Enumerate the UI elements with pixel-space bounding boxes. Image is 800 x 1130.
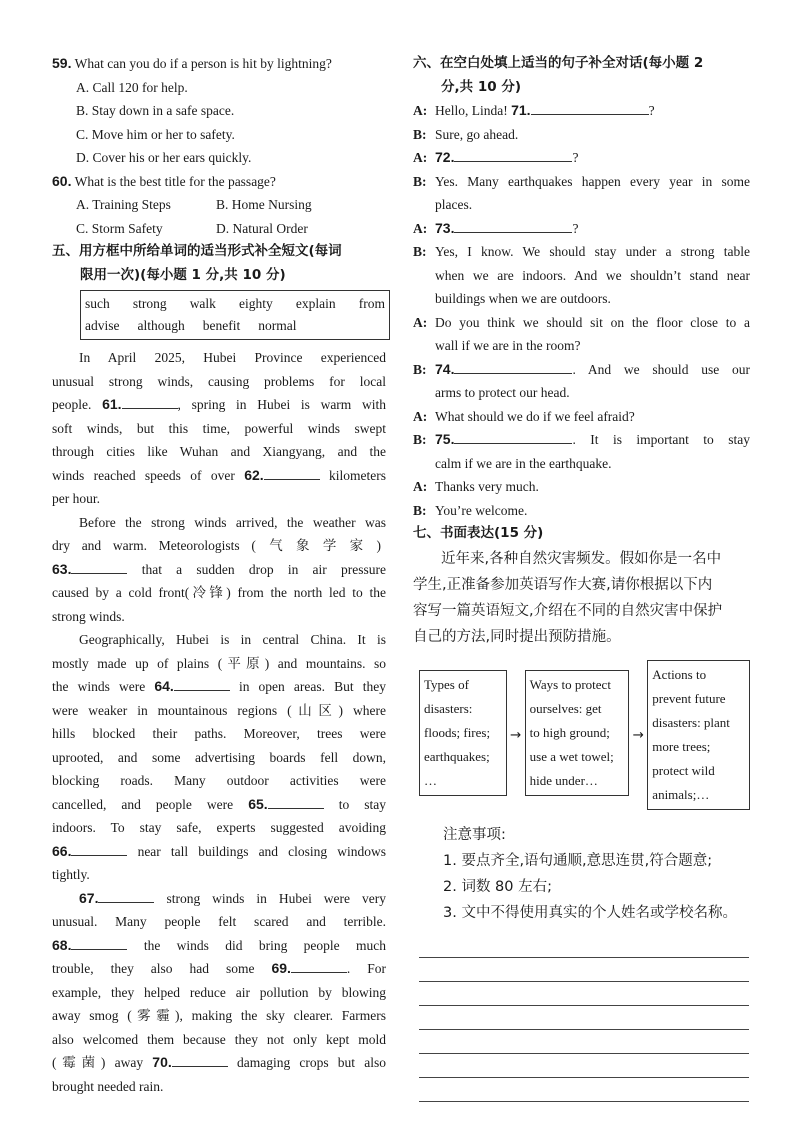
blank-73[interactable] — [454, 218, 572, 233]
note-item: 1. 要点齐全,语句通顺,意思连贯,符合题意; — [443, 852, 713, 869]
dialogue-line: places. — [435, 197, 473, 212]
left-column — [52, 52, 386, 1098]
passage-line: unusual. Many people felt scared and terrible. — [52, 914, 386, 929]
question-59 — [52, 52, 386, 76]
prompt-line: 学生,正准备参加英语写作大赛,请你根据以下内 — [413, 576, 713, 593]
writing-line[interactable] — [419, 1006, 749, 1030]
option[interactable]: D. Cover his or her ears quickly. — [76, 150, 252, 165]
writing-line[interactable] — [419, 1030, 749, 1054]
passage-line: caused by a cold front(冷锋) from the north led to the — [52, 585, 386, 600]
writing-line[interactable] — [419, 1054, 749, 1078]
passage-line: blocking roads. Many outdoor activities were — [52, 773, 386, 788]
prompt-line: 自己的方法,同时提出预防措施。 — [413, 628, 621, 645]
passage-line: strong winds. — [52, 608, 125, 624]
dialogue-line: A: Hello, Linda! 71. ? — [413, 102, 655, 118]
writing-line[interactable] — [419, 934, 749, 958]
word-box-row — [85, 293, 385, 315]
dialogue-line: wall if we are in the room? — [435, 338, 581, 353]
writing-area[interactable] — [413, 934, 750, 1102]
box-disaster-types: Types of disasters: floods; fires; earthquakes; … — [419, 670, 507, 796]
passage-line: people. 61. , spring in Hubei is warm with — [52, 396, 386, 412]
word: eighty — [239, 296, 273, 311]
word: from — [358, 296, 385, 311]
writing-line[interactable] — [419, 1078, 749, 1102]
blank-64[interactable] — [174, 676, 230, 691]
arrow-icon: → — [510, 726, 522, 743]
notes-title: 注意事项: — [443, 826, 506, 843]
blank-70[interactable] — [172, 1052, 228, 1067]
section-6-title-cont: 分,共 10 分) — [441, 78, 521, 95]
passage-line: indoors. To stay safe, experts suggested avoiding — [52, 820, 386, 835]
dialogue-line: B: You’re welcome. — [413, 502, 528, 518]
passage-line: 67. strong winds in Hubei were very — [79, 889, 386, 906]
option[interactable]: A. Call 120 for help. — [76, 79, 188, 95]
writing-line[interactable] — [419, 982, 749, 1006]
section-6-title: 六、在空白处填上适当的句子补全对话(每小题 2 — [413, 55, 704, 71]
blank-65[interactable] — [268, 794, 324, 809]
word: advise — [85, 318, 120, 333]
dialogue-line: arms to protect our head. — [435, 385, 570, 400]
passage-line: mostly made up of plains (平原) and mountains. so — [52, 655, 386, 671]
passage-line: also welcomed them because they not only kept mold — [52, 1031, 386, 1047]
passage-line: away smog (雾霾), making the sky clearer. Farmers — [52, 1008, 386, 1023]
blank-74[interactable] — [454, 359, 572, 374]
dialogue-line: A: 72. ? — [413, 149, 579, 165]
option-row — [52, 193, 386, 217]
word: benefit — [202, 318, 241, 333]
word: normal — [258, 318, 297, 333]
passage-line: per hour. — [52, 491, 100, 506]
passage-line: soft winds, but this time, powerful winds swept — [52, 420, 386, 436]
blank-63[interactable] — [71, 559, 127, 574]
passage-line: cancelled, and people were 65. to stay — [52, 795, 387, 812]
dialogue-line: B: Yes, I know. We should stay under a strong table — [413, 244, 750, 259]
right-column — [413, 52, 750, 1102]
dialogue-line: B: Sure, go ahead. — [413, 126, 519, 142]
dialogue-line: A: Do you think we should sit on the floor close to a — [413, 314, 750, 330]
passage-line: tightly. — [52, 867, 90, 882]
box-prevention-actions: Actions to prevent future disasters: plant more trees; protect wild animals;… — [647, 660, 750, 810]
question-number: 59. — [52, 55, 72, 71]
blank-66[interactable] — [71, 841, 127, 856]
question-text: What is the best title for the passage? — [74, 173, 276, 189]
dialogue-line: buildings when we are outdoors. — [435, 291, 611, 306]
word: strong — [132, 296, 167, 311]
passage-line: brought needed rain. — [52, 1078, 164, 1094]
dialogue-line: A: What should we do if we feel afraid? — [413, 408, 635, 424]
prompt-line: 容写一篇英语短文,介绍在不同的自然灾害中保护 — [413, 602, 723, 619]
dialogue-line: when we are indoors. And we shouldn’t stand near — [435, 267, 750, 283]
dialogue-line: B: Yes. Many earthquakes happen every year in some — [413, 173, 750, 189]
blank-69[interactable] — [291, 958, 347, 973]
passage-line: winds reached speeds of over 62. kilometers — [52, 466, 387, 483]
word-box — [80, 290, 390, 340]
notes — [413, 822, 750, 926]
passage-line: Geographically, Hubei is in central China. It is — [79, 632, 386, 647]
section-7-title: 七、书面表达(15 分) — [413, 525, 544, 541]
passage-line: trouble, they also had some 69. . For — [52, 960, 387, 976]
word-box-row — [85, 315, 385, 337]
note-item: 3. 文中不得使用真实的个人姓名或学校名称。 — [443, 904, 737, 921]
passage-line: dry and warm. Meteorologists (气象学家) — [52, 538, 386, 553]
dialogue-line: A: Thanks very much. — [413, 479, 539, 494]
blank-72[interactable] — [454, 147, 572, 162]
passage-line: were weaker in mountainous regions (山区) where — [52, 702, 386, 718]
passage-line: unusual strong winds, causing problems for local — [52, 373, 386, 389]
section-5-title: 五、用方框中所给单词的适当形式补全短文(每词 — [52, 243, 342, 259]
passage-line: 68. the winds did bring people much — [52, 936, 386, 953]
section-5-title-cont: 限用一次)(每小题 1 分,共 10 分) — [80, 266, 286, 283]
dialogue-line: B: 75. . It is important to stay — [413, 431, 750, 447]
blank-71[interactable] — [531, 100, 649, 115]
blank-67[interactable] — [98, 888, 154, 903]
passage-line: through cities like Wuhan and Xiangyang, and the — [52, 444, 386, 459]
word: although — [137, 318, 185, 333]
passage-line: (霉菌) away 70. damaging crops but also — [52, 1054, 386, 1070]
option[interactable]: D. Natural Order — [216, 220, 308, 236]
option[interactable]: A. Training Steps — [76, 197, 171, 212]
passage-line: Before the strong winds arrived, the weather was — [79, 514, 386, 530]
passage — [52, 346, 386, 1098]
option[interactable]: B. Home Nursing — [216, 197, 312, 212]
option[interactable]: C. Move him or her to safety. — [76, 126, 235, 142]
arrow-icon: → — [632, 726, 644, 743]
passage-line: In April 2025, Hubei Province experienced — [79, 350, 386, 365]
note-item: 2. 词数 80 左右; — [443, 878, 552, 895]
dialogue — [413, 99, 750, 522]
question-text: What can you do if a person is hit by lightning? — [74, 56, 332, 71]
word: explain — [295, 296, 336, 311]
passage-line: uprooted, and some advertising boards fell down, — [52, 749, 386, 765]
blank-61[interactable] — [122, 394, 178, 409]
blank-75[interactable] — [454, 429, 572, 444]
word: such — [85, 296, 110, 311]
passage-line: 66. near tall buildings and closing windows — [52, 842, 386, 859]
option[interactable]: B. Stay down in a safe space. — [76, 103, 235, 118]
word: walk — [189, 296, 216, 311]
question-number: 60. — [52, 172, 72, 189]
dialogue-line: calm if we are in the earthquake. — [435, 455, 612, 471]
passage-line: example, they helped reduce air pollution by blowing — [52, 984, 386, 1000]
writing-line[interactable] — [419, 958, 749, 982]
passage-line: 63. that a sudden drop in air pressure — [52, 560, 387, 577]
option[interactable]: C. Storm Safety — [76, 220, 163, 236]
box-protect-ways: Ways to protect ourselves: get to high ground; use a wet towel; hide under… — [525, 670, 630, 796]
passage-line: hills blocked their paths. Moreover, trees were — [52, 726, 386, 741]
question-60 — [52, 170, 386, 194]
flow-diagram — [419, 660, 750, 810]
prompt-line: 近年来,各种自然灾害频发。假如你是一名中 — [441, 550, 722, 567]
option-row — [52, 217, 386, 241]
dialogue-line: B: 74. . And we should use our — [413, 360, 750, 377]
passage-line: the winds were 64. in open areas. But they — [52, 678, 387, 694]
dialogue-line: A: 73. ? — [413, 219, 579, 236]
blank-62[interactable] — [264, 465, 320, 480]
blank-68[interactable] — [71, 935, 127, 950]
